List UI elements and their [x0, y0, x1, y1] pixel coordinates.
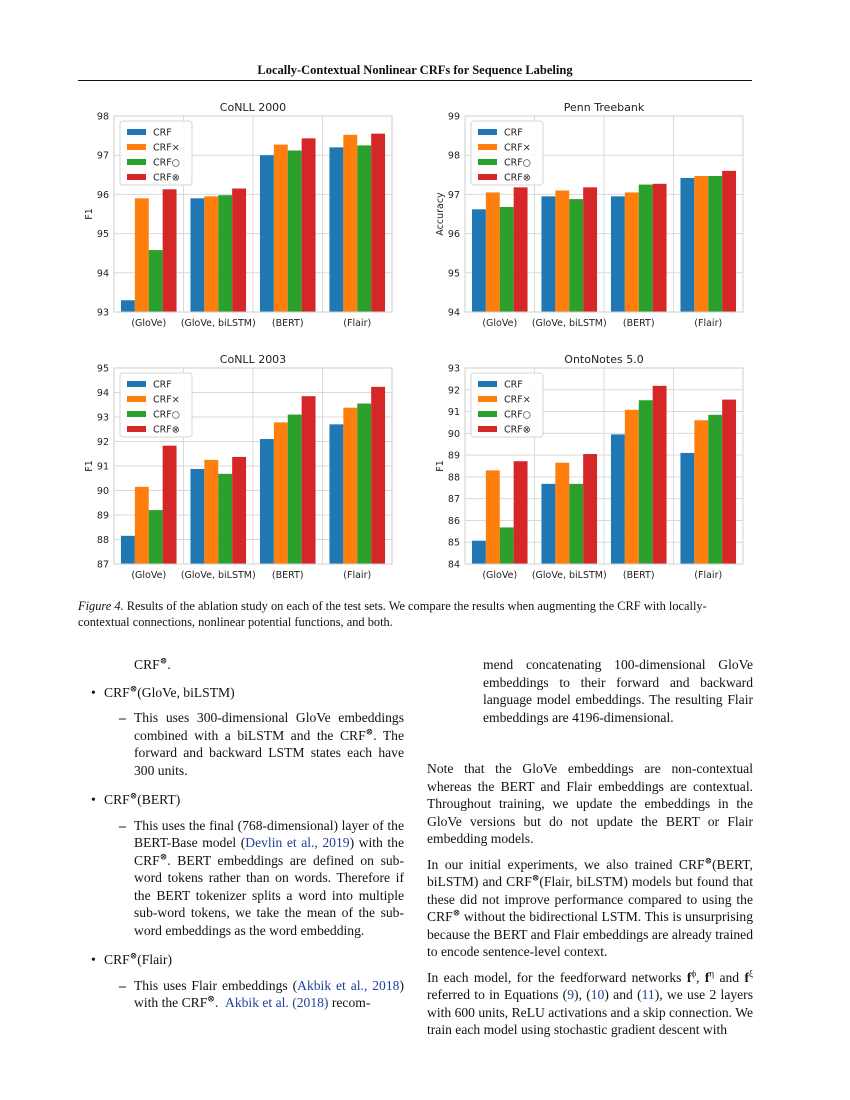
equation-link[interactable]: 10: [590, 987, 605, 1002]
list-item-glove-bilstm: • CRF⊗(GloVe, biLSTM): [91, 682, 235, 700]
y-tick-label: 86: [447, 515, 460, 527]
running-header: Locally-Contextual Nonlinear CRFs for Sequence Labeling: [257, 63, 573, 77]
bar: [486, 192, 500, 312]
legend-label: CRF○: [153, 409, 180, 421]
bar: [260, 155, 274, 312]
bar: [232, 457, 246, 564]
bar: [680, 178, 694, 312]
bar: [190, 198, 204, 312]
bar: [541, 196, 555, 312]
y-tick-label: 84: [447, 559, 460, 571]
x-tick-label: (GloVe): [131, 570, 167, 581]
bar: [639, 185, 653, 312]
bar: [121, 536, 135, 564]
legend-swatch: [478, 381, 497, 387]
legend-label: CRF: [153, 379, 172, 391]
bar: [625, 410, 639, 564]
dash-icon: –: [119, 977, 126, 993]
right-column: [427, 656, 753, 1047]
bar: [371, 387, 385, 564]
bar: [625, 192, 639, 312]
y-tick-label: 85: [447, 537, 460, 549]
paragraph-feedforward: In each model, for the feedforward networks $f^\phi$, $f^\eta$ and $f^\xi$ referred to in Equations (9), (10) and (11), we use 2 layers with 600 units, ReLU activations and a skip connection. We train each model using stochastic gradient descent with: [427, 967, 753, 1037]
bar: [639, 400, 653, 564]
legend-swatch: [478, 159, 497, 165]
dash-icon: –: [119, 710, 126, 725]
legend-label: CRF⊗: [504, 172, 531, 184]
citation-link[interactable]: Akbik et al., 2018: [297, 977, 400, 993]
bar: [329, 147, 343, 312]
x-tick-label: (BERT): [271, 318, 304, 329]
x-tick-label: (BERT): [622, 318, 655, 329]
bar: [260, 439, 274, 564]
chart-title: Penn Treebank: [563, 101, 645, 114]
paragraph-embeddings: Note that the GloVe embeddings are non-contextual whereas the BERT and Flair embeddings are contextual. Throughout training, we update the embeddings in the GloVe versions but do not update the BERT or Flair embedding models.: [427, 761, 753, 846]
y-axis-label: F1: [84, 208, 95, 220]
legend-label: CRF○: [153, 157, 180, 169]
y-tick-label: 98: [447, 150, 460, 162]
bar: [555, 463, 569, 564]
legend-swatch: [127, 159, 146, 165]
bar: [653, 386, 667, 564]
bar: [569, 199, 583, 312]
legend-label: CRF○: [504, 157, 531, 169]
legend-label: CRF○: [504, 409, 531, 421]
legend-swatch: [478, 129, 497, 135]
x-tick-label: (GloVe, biLSTM): [531, 318, 607, 329]
y-tick-label: 89: [96, 510, 109, 522]
y-tick-label: 97: [447, 189, 460, 201]
x-tick-label: (BERT): [622, 570, 655, 581]
bar: [357, 145, 371, 312]
bar: [135, 487, 149, 564]
legend-label: CRF×: [504, 142, 531, 154]
bar: [694, 176, 708, 312]
bar: [472, 209, 486, 312]
x-tick-label: (BERT): [271, 570, 304, 581]
left-column: [78, 656, 404, 1024]
legend-swatch: [478, 426, 497, 432]
y-tick-label: 99: [447, 111, 460, 123]
x-tick-label: (GloVe): [482, 570, 518, 581]
bar: [149, 510, 163, 564]
bar: [583, 454, 597, 564]
y-tick-label: 87: [447, 494, 460, 506]
bar: [514, 187, 528, 312]
y-tick-label: 94: [447, 307, 460, 319]
continued-sub-item: mend concatenating 100-dimensional GloVe embeddings to their forward and backward language model embeddings. The resulting Flair embeddings are 4196-dimensional.: [483, 657, 753, 725]
legend-swatch: [127, 144, 146, 150]
y-axis-label: F1: [84, 460, 95, 472]
bar: [163, 446, 177, 564]
chart-title: CoNLL 2000: [219, 101, 287, 114]
y-tick-label: 96: [447, 229, 460, 241]
bar: [274, 422, 288, 564]
figure-label: Figure 4.: [78, 599, 124, 613]
legend-label: CRF×: [153, 394, 180, 406]
citation-link[interactable]: Akbik et al. (2018): [225, 995, 329, 1010]
bar: [722, 400, 736, 564]
legend-swatch: [127, 381, 146, 387]
bar: [611, 196, 625, 312]
bullet-icon: •: [91, 952, 96, 967]
bar: [500, 527, 514, 564]
sub-item-glove-bilstm: – This uses 300-dimensional GloVe embeddings combined with a biLSTM and the CRF⊗. The forward and backward LSTM states each have 300 units.: [119, 710, 404, 778]
y-tick-label: 96: [96, 189, 109, 201]
y-tick-label: 87: [96, 559, 109, 571]
legend-label: CRF: [504, 379, 523, 391]
bar: [611, 434, 625, 564]
bar: [708, 176, 722, 312]
legend-label: CRF⊗: [153, 172, 180, 184]
citation-link[interactable]: Devlin et al., 2019: [245, 835, 350, 850]
y-tick-label: 91: [96, 461, 109, 473]
x-tick-label: (GloVe): [131, 318, 167, 329]
dash-icon: –: [119, 817, 126, 833]
bullet-icon: •: [91, 684, 96, 700]
bar: [343, 135, 357, 312]
bar: [371, 134, 385, 312]
y-tick-label: 93: [96, 307, 109, 319]
bar: [149, 250, 163, 312]
legend-swatch: [127, 396, 146, 402]
bar: [329, 424, 343, 564]
y-tick-label: 98: [96, 111, 109, 123]
y-tick-label: 95: [447, 268, 460, 280]
bar: [163, 189, 177, 312]
bar: [190, 469, 204, 564]
bar: [694, 420, 708, 564]
y-tick-label: 92: [447, 385, 460, 397]
bar: [274, 145, 288, 312]
x-tick-label: (GloVe, biLSTM): [180, 570, 256, 581]
bar: [486, 470, 500, 564]
legend-label: CRF: [504, 127, 523, 139]
bar: [514, 461, 528, 564]
x-tick-label: (Flair): [343, 318, 372, 329]
x-tick-label: (Flair): [694, 570, 723, 581]
y-axis-label: Accuracy: [435, 192, 446, 236]
x-tick-label: (GloVe, biLSTM): [531, 570, 607, 581]
bar: [204, 196, 218, 312]
bullet-icon: •: [91, 792, 96, 807]
x-tick-label: (Flair): [694, 318, 723, 329]
bar: [288, 150, 302, 312]
y-axis-label: F1: [435, 460, 446, 472]
bar: [357, 404, 371, 564]
legend-swatch: [127, 129, 146, 135]
bar: [204, 460, 218, 564]
bar: [500, 207, 514, 312]
y-tick-label: 91: [447, 407, 460, 419]
bar: [583, 187, 597, 312]
bar: [302, 396, 316, 564]
x-tick-label: (GloVe, biLSTM): [180, 318, 256, 329]
legend-swatch: [478, 144, 497, 150]
bar: [555, 190, 569, 312]
y-tick-label: 90: [447, 428, 460, 440]
sub-item-flair: – This uses Flair embeddings (Akbik et al., 2018) with the CRF⊗. Akbik et al. (2018) recom-: [119, 977, 404, 1010]
lead-line: CRF⊗.: [134, 655, 171, 672]
bar: [680, 453, 694, 564]
y-tick-label: 94: [96, 388, 109, 399]
legend-swatch: [478, 396, 497, 402]
bar: [569, 484, 583, 564]
legend-swatch: [127, 174, 146, 180]
y-tick-label: 92: [96, 437, 109, 448]
bar: [343, 408, 357, 564]
legend-swatch: [478, 174, 497, 180]
legend-label: CRF⊗: [153, 424, 180, 436]
bar: [472, 541, 486, 564]
legend-label: CRF×: [504, 394, 531, 406]
x-tick-label: (Flair): [343, 570, 372, 581]
bar: [302, 138, 316, 312]
bar: [121, 300, 135, 312]
y-tick-label: 89: [447, 450, 460, 462]
y-tick-label: 93: [96, 412, 109, 424]
bar: [288, 415, 302, 564]
y-tick-label: 97: [96, 150, 109, 162]
sub-item-bert: – This uses the final (768-dimensional) layer of the BERT-Base model (Devlin et al., 2019) with the CRF⊗. BERT embeddings are defined on sub-word tokens rather than on words. Therefore if the BERT tokenizer splits a word into multiple sub-word tokens, we take the mean of the sub-word embeddings as the word embedding.: [119, 817, 404, 938]
y-tick-label: 90: [96, 486, 109, 497]
y-tick-label: 95: [96, 363, 109, 375]
y-tick-label: 88: [447, 472, 460, 484]
bar: [722, 171, 736, 312]
figure-caption-text: Results of the ablation study on each of the test sets. We compare the results when augmenting the CRF with locally-contextual connections, nonlinear potential functions, and both.: [78, 599, 707, 629]
bar: [135, 198, 149, 312]
bar: [541, 484, 555, 564]
legend-label: CRF⊗: [504, 424, 531, 436]
chart-title: CoNLL 2003: [219, 353, 287, 366]
list-item-bert: • CRF⊗(BERT): [91, 790, 181, 807]
bar: [232, 189, 246, 312]
y-tick-label: 94: [96, 268, 109, 280]
legend-swatch: [127, 411, 146, 417]
y-tick-label: 95: [96, 229, 109, 241]
chart-title: OntoNotes 5.0: [564, 353, 644, 366]
bar: [708, 415, 722, 564]
figure-caption: [78, 598, 754, 630]
bar: [218, 195, 232, 312]
legend-label: CRF: [153, 127, 172, 139]
bar: [653, 184, 667, 312]
y-tick-label: 93: [447, 363, 460, 375]
legend-swatch: [127, 426, 146, 432]
legend-label: CRF×: [153, 142, 180, 154]
list-item-flair: • CRF⊗(Flair): [91, 950, 172, 967]
bar: [218, 474, 232, 564]
y-tick-label: 88: [96, 535, 109, 546]
equation-link[interactable]: 11: [641, 987, 655, 1002]
paragraph-initial-experiments: In our initial experiments, we also trained CRF⊗(BERT, biLSTM) and CRF⊗(Flair, biLSTM) models but found that these did not improve performance compared to using the CRF⊗ without the bidirectional LSTM. This is unsurprising because the BERT and Flair embeddings are already trained to encode sentence-level context.: [427, 854, 753, 959]
equation-link[interactable]: 9: [567, 987, 574, 1002]
legend-swatch: [478, 411, 497, 417]
x-tick-label: (GloVe): [482, 318, 518, 329]
